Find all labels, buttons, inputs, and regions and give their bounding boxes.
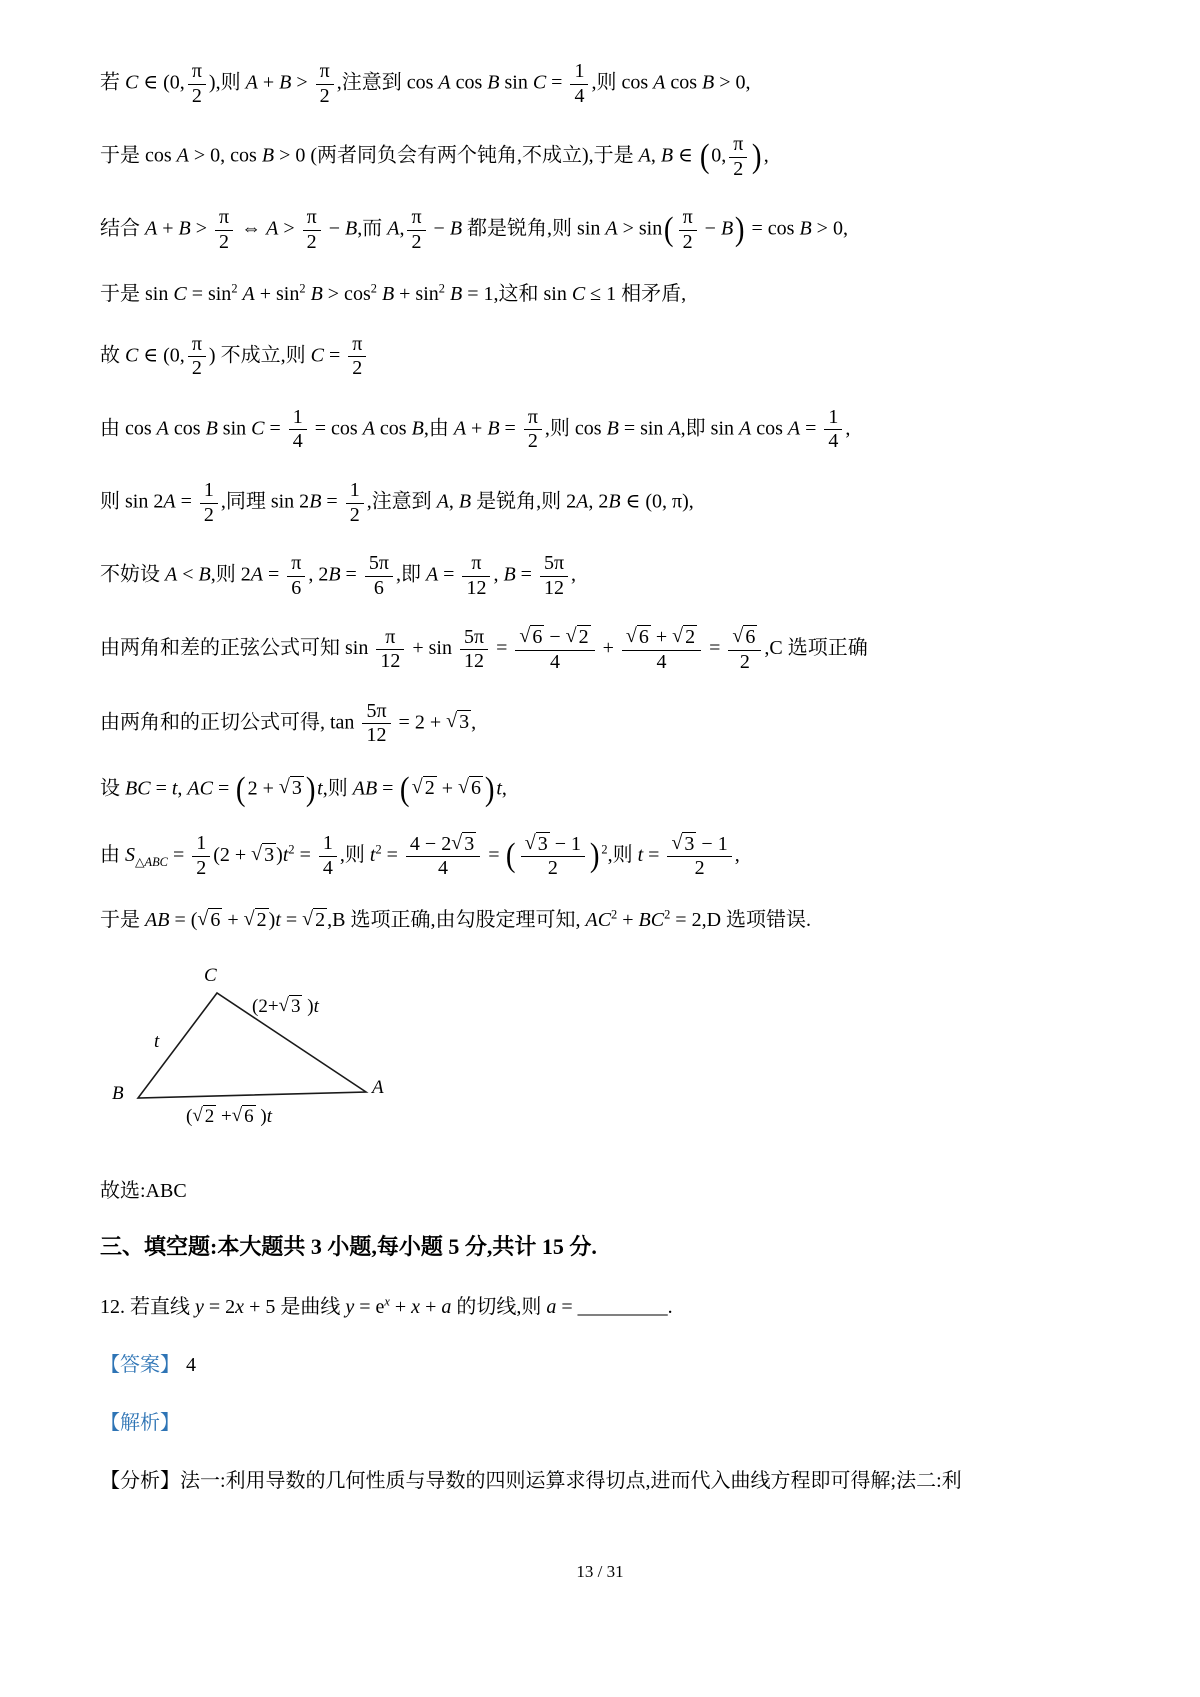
solution-line-1: 若 C ∈ (0, $\frac{\pi}{2}$ ),则 A + B > $\frac{\pi}{2}$ ,注意到 cos A cos B sin C = $\frac{1}{4}$ ,则 cos A cos B > 0, xyxy=(100,60,751,107)
solution-line-11: 设 BC = t, AC = (2 + √ 3 )t,则 AB = (√ 2 + √ 6 )t, xyxy=(100,770,507,808)
answer-label: 【答案】 xyxy=(100,1353,180,1376)
triangle-diagram xyxy=(110,959,470,1159)
solution-line-8: 不妨设 A < B,则 2A = $\frac{\pi}{6}$ , 2B = $\frac{5\pi}{6}$ ,即 A = $\frac{\pi}{12}$ , B = $\frac{5\pi}{12}$ , xyxy=(100,552,577,599)
page-number: 13 / 31 xyxy=(576,1562,624,1581)
explain-label: 【解析】 xyxy=(100,1411,180,1434)
vertex-label-a: A xyxy=(372,1076,384,1098)
solution-line-13: 于是 AB = (√ 6 + √ 2 )t = √ 2 ,B 选项正确,由勾股定理可知, $AC^2 + BC^2 = 2,D$ 选项错误. xyxy=(100,907,812,931)
solution-line-4: 于是 $\sin C = \sin^2 A + \sin^2 B > \cos^2 B + \sin^2 B = 1$,这和 sin C ≤ 1 相矛盾, xyxy=(100,280,687,305)
vertex-label-c: C xyxy=(204,964,217,986)
solution-line-12: 由 $S_{\triangle ABC}$ = $\frac{1}{2}$ (2 + √ 3 )$t^2$ = $\frac{1}{4}$ ,则 $t^2$ = $\frac{4 - 2√ 3}{4}$ = ( $\frac{√ 3 - 1}{2}$ ) $^2$,则 t = $\frac{√ 3 - 1}{2}$ , xyxy=(100,831,740,880)
side-label-bc: t xyxy=(154,1030,160,1052)
solution-line-9: 由两角和差的正弦公式可知 sin $\frac{\pi}{12}$ + sin $\frac{5\pi}{12}$ = $\frac{√ 6 - √ 2}{4}$ + $\frac{√ 6 + √ 2}{4}$ = $\frac{√ 6}{2}$ ,C 选项正确 xyxy=(100,625,868,673)
side-label-ca: (2+√ 3 )t xyxy=(252,994,319,1017)
solution-line-3: 结合 A + B > $\frac{\pi}{2}$ ⇔ A > $\frac{\pi}{2}$ − B,而 A, $\frac{\pi}{2}$ − B 都是锐角,则 sin A > sin( $\frac{\pi}{2}$ − B) = cos B > 0, xyxy=(100,206,848,253)
side-label-ab: (√ 2 +√ 6 )t xyxy=(186,1104,273,1127)
solution-line-2: 于是 cos A > 0, cos B > 0 (两者同负会有两个钝角,不成立),于是 A, B ∈ (0, $\frac{\pi}{2}$ ), xyxy=(100,133,769,180)
answer-line xyxy=(100,1351,1105,1379)
answer-choice-line: 故选:ABC xyxy=(100,1179,187,1202)
section-header: 三、填空题:本大题共 3 小题,每小题 5 分,共计 15 分. xyxy=(100,1233,597,1259)
question-12: 12. 若直线 y = 2x + 5 是曲线 $y = e^x + x + a$ 的切线,则 a = _________. xyxy=(100,1294,673,1318)
solution-line-10: 由两角和的正切公式可得, tan $\frac{5\pi}{12}$ = 2 + √ 3 , xyxy=(100,699,477,747)
answer-value: 4 xyxy=(186,1353,196,1376)
solution-body xyxy=(100,60,1105,1525)
vertex-label-b: B xyxy=(112,1082,124,1104)
explain-line xyxy=(100,1409,1105,1437)
analysis-line: 【分析】法一:利用导数的几何性质与导数的四则运算求得切点,进而代入曲线方程即可得解;法二:利 xyxy=(100,1469,962,1492)
triangle-svg xyxy=(110,959,450,1159)
solution-line-7: 则 sin 2A = $\frac{1}{2}$ ,同理 sin 2B = $\frac{1}{2}$ ,注意到 A, B 是锐角,则 2A, 2B ∈ (0, π), xyxy=(100,478,694,526)
solution-line-6: 由 cos A cos B sin C = $\frac{1}{4}$ = cos A cos B,由 A + B = $\frac{\pi}{2}$ ,则 cos B = sin A,即 sin A cos A = $\frac{1}{4}$ , xyxy=(100,405,851,453)
solution-line-5: 故 C ∈ (0, $\frac{\pi}{2}$ ) 不成立,则 C = $\frac{\pi}{2}$ xyxy=(100,333,1105,381)
